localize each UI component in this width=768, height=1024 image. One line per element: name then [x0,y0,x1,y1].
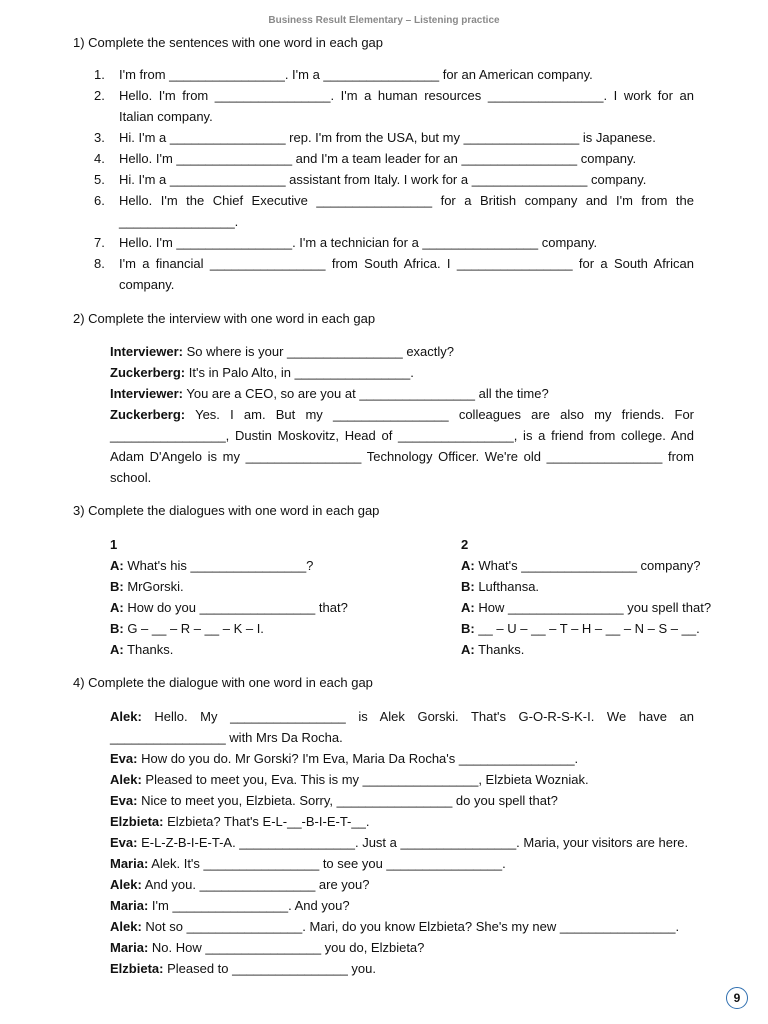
list-item [88,127,694,148]
speaker-label: Maria: [110,898,149,913]
dialogue-line [110,916,694,937]
item-text: I'm a financial ________________ from South Africa. I ________________ for a South African company. [119,256,694,292]
line-text: How do you do. Mr Gorski? I'm Eva, Maria Da Rocha's ________________. [137,751,579,766]
line-text: What's ________________ company? [474,558,701,573]
dialogue-line [461,639,711,660]
dialogue-line [110,748,694,769]
list-item [88,169,694,190]
line-text: Elzbieta? That's E-L-__-B-I-E-T-__. [163,814,370,829]
list-item [88,64,694,85]
speaker-label: Eva: [110,751,138,766]
line-text: It's in Palo Alto, in ________________. [185,365,414,380]
line-text: Alek. It's ________________ to see you ________________. [148,856,506,871]
section-3-title: 3) Complete the dialogues with one word in each gap [73,503,380,518]
speaker-label: A: [461,558,475,573]
dialogue-line [110,576,348,597]
speaker-label: A: [110,600,124,615]
speaker-label: Elzbieta: [110,961,164,976]
line-text: You are a CEO, so are you at ________________ all the time? [182,386,549,401]
line-text: Pleased to meet you, Eva. This is my ________________, Elzbieta Wozniak. [141,772,589,787]
item-text: Hello. I'm ________________. I'm a technician for a ________________ company. [119,235,598,250]
list-item [88,148,694,169]
item-text: Hello. I'm ________________ and I'm a team leader for an ________________ company. [119,151,637,166]
dialogue-line [110,895,694,916]
dialogue-1 [110,534,348,660]
interview-block [110,341,694,488]
list-item [88,232,694,253]
dialogue-line [110,404,694,488]
section-4-title: 4) Complete the dialogue with one word in each gap [73,675,373,690]
line-text: Yes. I am. But my ________________ colleagues are also my friends. For ________________, Dustin Moskovitz, Head of ________________, is a friend from college. And Adam D'Angelo is my ________________ Technology Officer. We're old ________________ from school. [110,407,694,485]
line-text: Not so ________________. Mari, do you know Elzbieta? She's my new ________________. [141,919,680,934]
dialogue-line [110,832,694,853]
dialogue-number: 2 [461,537,469,552]
item-number: 6. [94,193,105,208]
dialogue-line [461,618,711,639]
item-number: 3. [94,130,105,145]
speaker-label: Alek: [110,877,142,892]
speaker-label: Alek: [110,772,142,787]
item-number: 7. [94,235,105,250]
line-text: No. How ________________ you do, Elzbieta? [148,940,425,955]
dialogue-line [110,639,348,660]
speaker-label: Maria: [110,856,149,871]
speaker-label: B: [110,621,124,636]
item-number: 5. [94,172,105,187]
line-text: G – __ – R – __ – K – I. [123,621,264,636]
line-text: Nice to meet you, Elzbieta. Sorry, ________________ do you spell that? [137,793,558,808]
line-text: Lufthansa. [474,579,540,594]
speaker-label: A: [461,642,475,657]
line-text: Thanks. [474,642,525,657]
line-text: Thanks. [123,642,174,657]
line-text: How do you ________________ that? [123,600,348,615]
dialogue-line [110,555,348,576]
line-text: So where is your ________________ exactly? [182,344,455,359]
item-text: I'm from ________________. I'm a ________________ for an American company. [119,67,593,82]
item-text: Hi. I'm a ________________ assistant from Italy. I work for a ________________ company. [119,172,647,187]
item-text: Hello. I'm from ________________. I'm a human resources ________________. I work for an Italian company. [119,88,694,124]
speaker-label: A: [461,600,475,615]
speaker-label: B: [461,579,475,594]
speaker-label: A: [110,558,124,573]
dialogue-number: 1 [110,537,118,552]
speaker-label: Alek: [110,919,142,934]
dialogue-line [110,790,694,811]
line-text: Pleased to ________________ you. [163,961,376,976]
dialogue-line [110,937,694,958]
dialogue-line [110,874,694,895]
line-text: E-L-Z-B-I-E-T-A. ________________. Just a ________________. Maria, your visitors are here. [137,835,689,850]
list-item [88,253,694,295]
item-text: Hi. I'm a ________________ rep. I'm from the USA, but my ________________ is Japanese. [119,130,656,145]
dialogue-line [110,811,694,832]
speaker-label: B: [110,579,124,594]
speaker-label: Elzbieta: [110,814,164,829]
speaker-label: B: [461,621,475,636]
speaker-label: Interviewer: [110,386,183,401]
item-number: 2. [94,88,105,103]
speaker-label: Alek: [110,709,142,724]
speaker-label: Zuckerberg: [110,407,186,422]
dialogue-line [461,576,711,597]
dialogue-line [110,341,694,362]
dialogue-line [461,597,711,618]
speaker-label: Eva: [110,793,138,808]
line-text: I'm ________________. And you? [148,898,350,913]
list-item [88,190,694,232]
speaker-label: A: [110,642,124,657]
section-2-title: 2) Complete the interview with one word in each gap [73,311,376,326]
dialogue-line [110,383,694,404]
line-text: Hello. My ________________ is Alek Gorski. That's G-O-R-S-K-I. We have an ________________ with Mrs Da Rocha. [110,709,694,745]
page-header: Business Result Elementary – Listening practice [268,15,500,26]
section-1-list [88,64,694,295]
item-text: Hello. I'm the Chief Executive ________________ for a British company and I'm from the ________________. [119,193,694,229]
item-number: 4. [94,151,105,166]
list-item [88,85,694,127]
line-text: MrGorski. [123,579,184,594]
dialogue-line [110,958,694,979]
dialogue-line [110,769,694,790]
item-number: 1. [94,67,105,82]
item-number: 8. [94,256,105,271]
page-number: 9 [726,987,748,1009]
line-text: How ________________ you spell that? [474,600,712,615]
dialogue-2 [461,534,711,660]
dialogue-block [110,706,694,979]
dialogue-line [461,555,711,576]
section-1-title: 1) Complete the sentences with one word in each gap [73,35,384,50]
line-text: And you. ________________ are you? [141,877,370,892]
speaker-label: Maria: [110,940,149,955]
dialogue-line [110,853,694,874]
speaker-label: Eva: [110,835,138,850]
speaker-label: Zuckerberg: [110,365,186,380]
dialogue-line [110,618,348,639]
dialogue-line [110,597,348,618]
line-text: __ – U – __ – T – H – __ – N – S – __. [474,621,700,636]
speaker-label: Interviewer: [110,344,183,359]
line-text: What's his ________________? [123,558,314,573]
dialogue-line [110,362,694,383]
dialogue-line [110,706,694,748]
